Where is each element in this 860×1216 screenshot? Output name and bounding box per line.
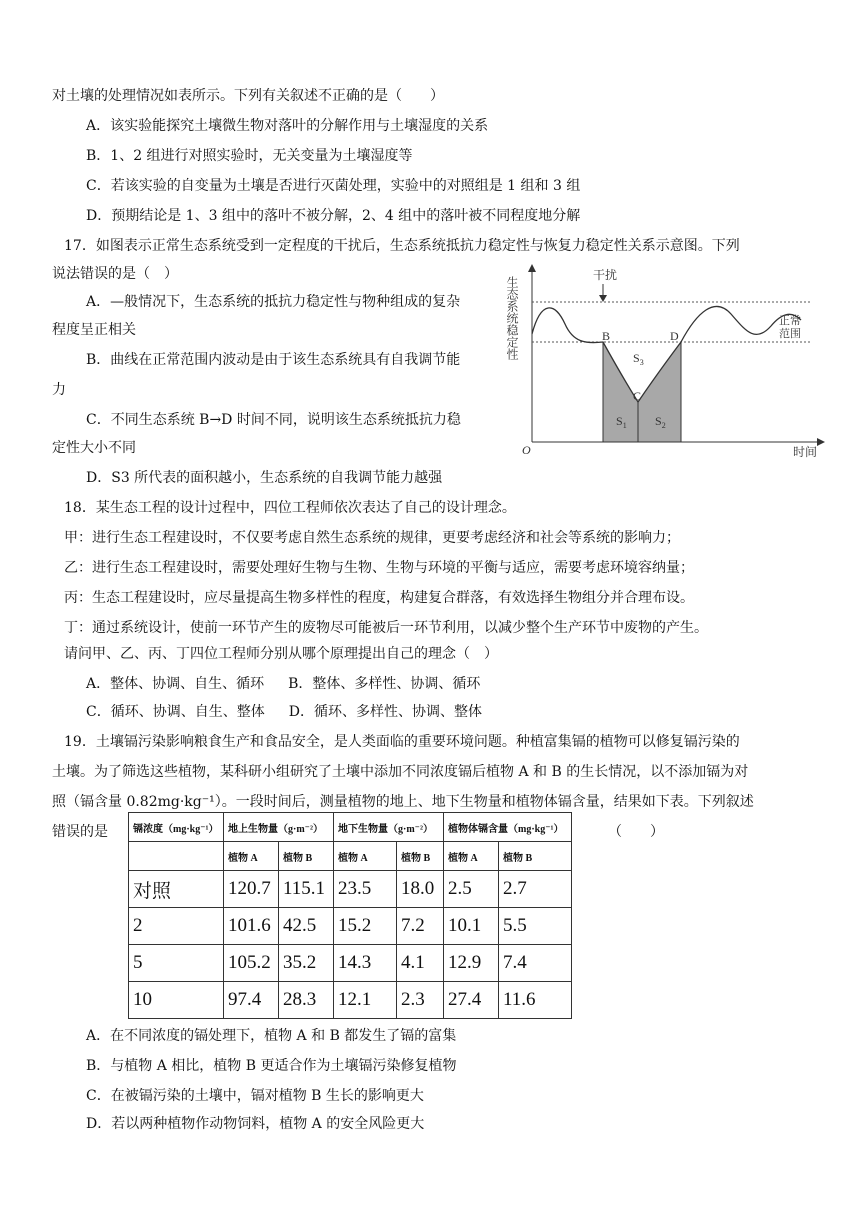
point-b-label: B	[602, 329, 611, 343]
q17-stem: 17．如图表示正常生态系统受到一定程度的干扰后，生态系统抵抗力稳定性与恢复力稳定性关系示意图。下列	[64, 238, 740, 254]
q18-statement-yi: 乙：进行生态工程建设时，需要处理好生物与生物、生物与环境的平衡与适应，需要考虑环境容纳量；	[64, 560, 694, 576]
q17-option-d: D．S3 所代表的面积越小，生态系统的自我调节能力越强	[86, 470, 443, 486]
q19-stem-line4: 错误的是	[52, 824, 108, 840]
q17-option-b: B．曲线在正常范围内波动是由于该生态系统具有自我调节能	[86, 352, 461, 368]
table-cell: 35.2	[279, 945, 334, 982]
stability-diagram	[505, 262, 827, 458]
q16-option-d: D．预期结论是 1、3 组中的落叶不被分解，2、4 组中的落叶被不同程度地分解	[86, 208, 581, 224]
table-cell: 10	[129, 982, 224, 1019]
subheader-plant-b: 植物 B	[397, 842, 444, 871]
q18-stem: 18．某生态工程的设计过程中，四位工程师依次表达了自己的设计理念。	[64, 500, 516, 516]
q19-answer-paren: （ ）	[608, 824, 664, 840]
area-s1-label: $S_1$	[616, 414, 627, 430]
q18-option-c: C．循环、协调、自生、整体	[86, 704, 265, 720]
normal-range-label-2: 范围	[779, 328, 801, 340]
table-cell: 28.3	[279, 982, 334, 1019]
q19-option-a: A．在不同浓度的镉处理下，植物 A 和 B 都发生了镉的富集	[86, 1028, 457, 1044]
table-cell: 18.0	[397, 871, 444, 908]
q18-option-a: A．整体、协调、自生、循环	[86, 676, 265, 692]
table-row	[129, 982, 572, 1019]
header-cd-concentration: 镉浓度（mg·kg⁻¹）	[129, 813, 224, 842]
subheader-plant-a: 植物 A	[444, 842, 499, 871]
table-cell: 7.4	[499, 945, 572, 982]
table-cell: 97.4	[224, 982, 279, 1019]
subheader-empty	[129, 842, 224, 871]
q18-options-cd	[86, 702, 482, 722]
disturbance-label: 干扰	[593, 268, 618, 282]
table-cell: 27.4	[444, 982, 499, 1019]
q18-question: 请问甲、乙、丙、丁四位工程师分别从哪个原理提出自己的理念（ ）	[64, 646, 498, 662]
table-cell: 15.2	[334, 908, 397, 945]
y-axis-arrow	[528, 264, 536, 272]
table-cell: 2.3	[397, 982, 444, 1019]
table-cell: 12.1	[334, 982, 397, 1019]
table-cell: 101.6	[224, 908, 279, 945]
table-cell: 115.1	[279, 871, 334, 908]
header-cd-content: 植物体镉含量（mg·kg⁻¹）	[444, 813, 572, 842]
q19-stem-line3: 照（镉含量 0.82mg·kg⁻¹）。一段时间后，测量植物的地上、地下生物量和植物体镉含量，结果如下表。下列叙述	[52, 794, 754, 810]
table-cell: 11.6	[499, 982, 572, 1019]
table-cell: 14.3	[334, 945, 397, 982]
table-cell: 7.2	[397, 908, 444, 945]
table-cell: 23.5	[334, 871, 397, 908]
area-s2-label: $S_2$	[655, 414, 666, 430]
table-cell: 12.9	[444, 945, 499, 982]
q18-statement-bing: 丙：生态工程建设时，应尽量提高生物多样性的程度，构建复合群落，有效选择生物组分并合理布设。	[64, 590, 694, 606]
q17-option-c: C．不同生态系统 B→D 时间不同，说明该生态系统抵抗力稳	[86, 412, 461, 428]
q17-option-a-cont: 程度呈正相关	[52, 322, 136, 338]
table-cell: 2.5	[444, 871, 499, 908]
point-c-label: C	[633, 389, 642, 403]
area-s3-label: $S_3$	[633, 351, 644, 367]
table-cell: 5	[129, 945, 224, 982]
q17-option-b-cont: 力	[52, 382, 66, 398]
table-cell: 120.7	[224, 871, 279, 908]
table-cell: 4.1	[397, 945, 444, 982]
subheader-plant-b: 植物 B	[279, 842, 334, 871]
q16-option-a: A．该实验能探究土壤微生物对落叶的分解作用与土壤湿度的关系	[86, 118, 489, 134]
table-row	[129, 908, 572, 945]
q18-statement-ding: 丁：通过系统设计，使前一环节产生的废物尽可能被后一环节利用，以减少整个生产环节中废物的产生。	[64, 620, 708, 636]
header-above-biomass: 地上生物量（g·m⁻²）	[224, 813, 334, 842]
table-cell: 105.2	[224, 945, 279, 982]
q19-stem: 19．土壤镉污染影响粮食生产和食品安全，是人类面临的重要环境问题。种植富集镉的植物可以修复镉污染的	[64, 734, 740, 750]
subheader-plant-a: 植物 A	[334, 842, 397, 871]
q18-option-d: D．循环、多样性、协调、整体	[288, 704, 482, 720]
table-cell: 5.5	[499, 908, 572, 945]
table-cell: 2.7	[499, 871, 572, 908]
q16-option-b: B．1、2 组进行对照实验时，无关变量为土壤湿度等	[86, 148, 413, 164]
table-row	[129, 945, 572, 982]
table-cell: 2	[129, 908, 224, 945]
q18-options-ab	[86, 674, 480, 694]
table-cell: 对照	[129, 871, 224, 908]
point-d-label: D	[670, 329, 679, 343]
q18-option-b: B．整体、多样性、协调、循环	[288, 676, 481, 692]
q19-option-c: C．在被镉污染的土壤中，镉对植物 B 生长的影响更大	[86, 1088, 424, 1104]
q17-option-a: A．—般情况下，生态系统的抵抗力稳定性与物种组成的复杂	[86, 294, 461, 310]
y-axis-label: 生态系统稳定性	[505, 276, 519, 360]
subheader-plant-b: 植物 B	[499, 842, 572, 871]
q19-option-b: B．与植物 A 相比，植物 B 更适合作为土壤镉污染修复植物	[86, 1058, 457, 1074]
origin-label: O	[522, 443, 531, 457]
normal-range-label-1: 正常	[779, 315, 801, 327]
x-axis-arrow	[817, 438, 825, 446]
subheader-plant-a: 植物 A	[224, 842, 279, 871]
q18-statement-jia: 甲：进行生态工程建设时，不仅要考虑自然生态系统的规律，更要考虑经济和社会等系统的影响力；	[64, 530, 680, 546]
table-cell: 10.1	[444, 908, 499, 945]
q19-option-d: D．若以两种植物作动物饲料，植物 A 的安全风险更大	[86, 1116, 425, 1132]
table-cell: 42.5	[279, 908, 334, 945]
disturbance-arrowhead	[599, 295, 607, 302]
header-below-biomass: 地下生物量（g·m⁻²）	[334, 813, 444, 842]
x-axis-label: 时间	[793, 445, 818, 458]
table-row	[129, 871, 572, 908]
table-subheader-row	[129, 842, 572, 871]
q16-stem: 对土壤的处理情况如表所示。下列有关叙述不正确的是（ ）	[52, 88, 444, 104]
q17-stem-cont: 说法错误的是（ ）	[52, 266, 178, 282]
cadmium-data-table	[128, 812, 572, 1019]
q17-option-c-cont: 定性大小不同	[52, 440, 136, 456]
q16-option-c: C．若该实验的自变量为土壤是否进行灭菌处理，实验中的对照组是 1 组和 3 组	[86, 178, 581, 194]
table-header-row	[129, 813, 572, 842]
q19-stem-line2: 土壤。为了筛选这些植物，某科研小组研究了土壤中添加不同浓度镉后植物 A 和 B 的生长情况，以不添加镉为对	[52, 764, 749, 780]
